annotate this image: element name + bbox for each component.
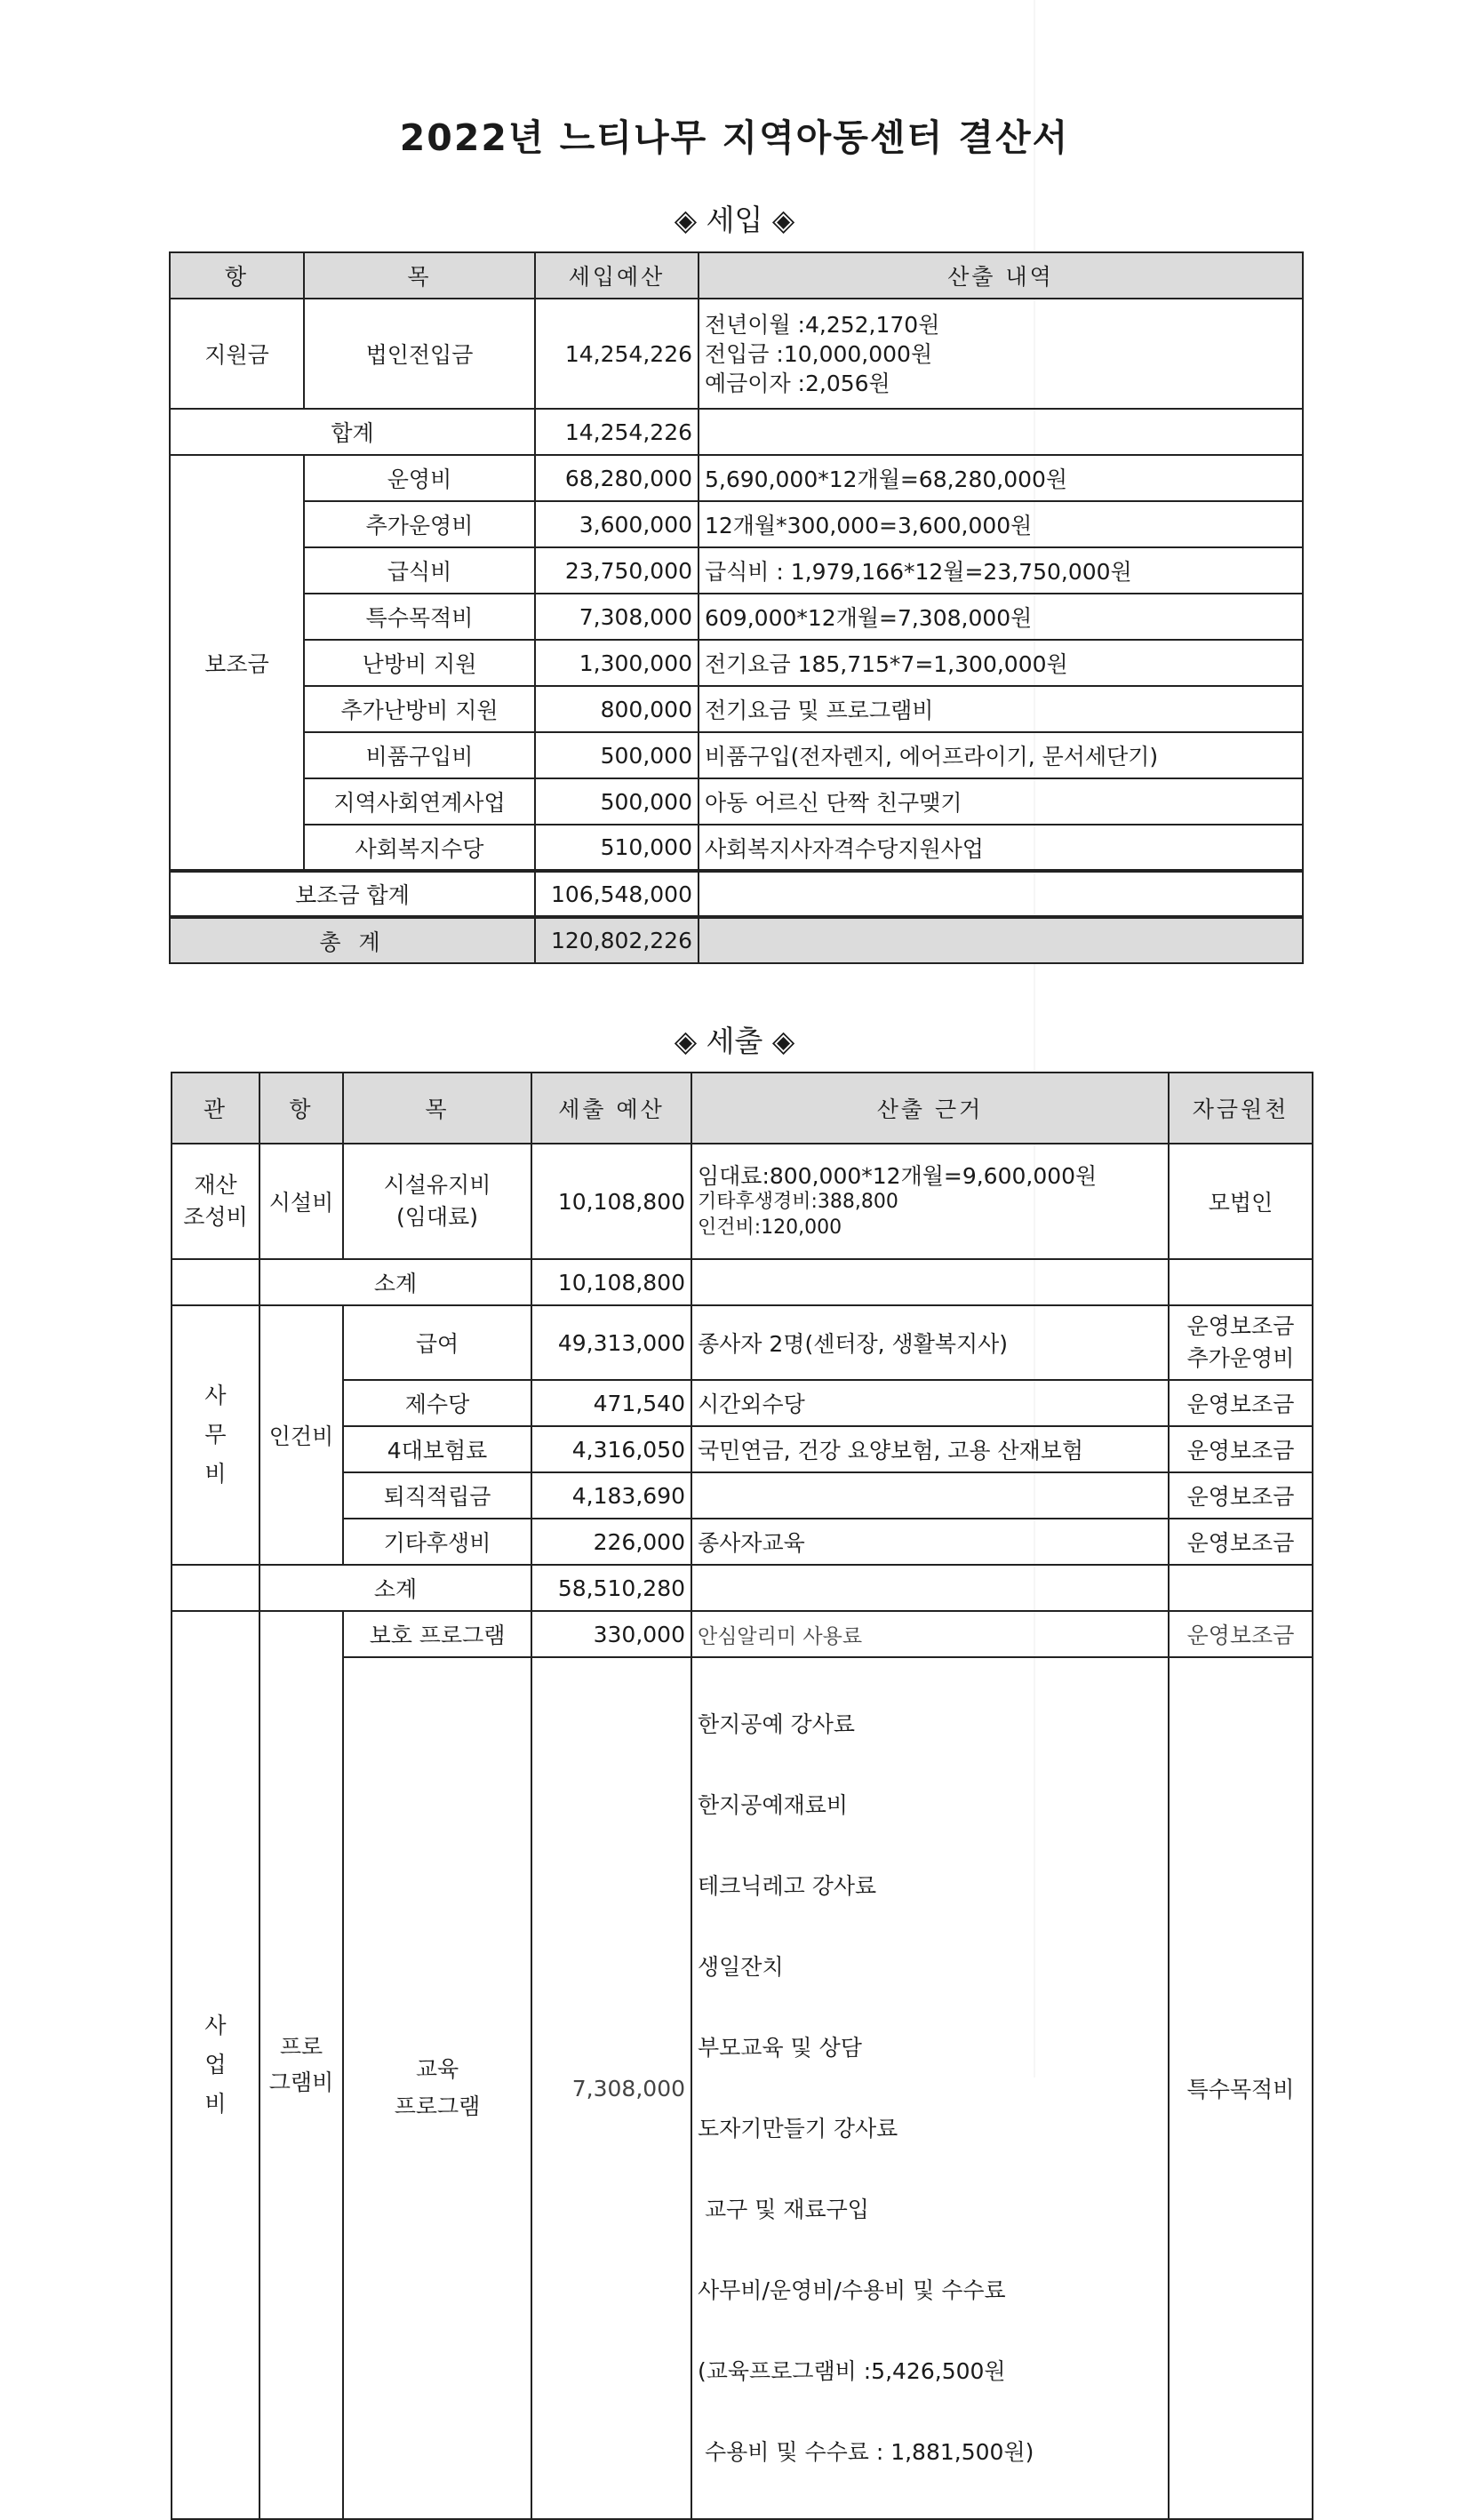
basis-line: 부모교육 및 상담 xyxy=(698,2035,862,2061)
subsidy-mok: 난방비 지원 xyxy=(304,640,535,686)
office-subtotal-label: 소계 xyxy=(259,1565,531,1611)
basis-line: 생일잔치 xyxy=(698,1954,784,1980)
office-gwan: 사 무 비 xyxy=(172,1305,259,1565)
income-table xyxy=(169,251,1304,964)
office-row xyxy=(172,1426,1313,1472)
property-subtotal-amount: 10,108,800 xyxy=(531,1259,691,1305)
basis-line: 교구 및 재료구입 xyxy=(698,2197,869,2222)
subsidy-hang: 보조금 xyxy=(170,455,304,871)
basis-line: 도자기만들기 강사료 xyxy=(698,2116,898,2141)
office-row xyxy=(172,1380,1313,1426)
subsidy-row xyxy=(170,547,1303,594)
basis-line: (교육프로그램비 :5,426,500원 xyxy=(698,2358,1006,2384)
grand-total-amount: 120,802,226 xyxy=(535,917,699,963)
office-row xyxy=(172,1519,1313,1565)
property-mok: 시설유지비 (임대료) xyxy=(343,1144,531,1259)
property-subtotal-row xyxy=(172,1259,1313,1305)
expense-header-row xyxy=(172,1073,1313,1144)
support-total-label: 합계 xyxy=(170,409,535,455)
office-source: 운영보조금 추가운영비 xyxy=(1169,1305,1313,1380)
header-hang: 항 xyxy=(170,252,304,299)
edu-source: 특수목적비 xyxy=(1169,1657,1313,2519)
header-budget: 세출 예산 xyxy=(531,1073,691,1144)
office-source: 운영보조금 xyxy=(1169,1472,1313,1519)
office-subtotal-amount: 58,510,280 xyxy=(531,1565,691,1611)
subsidy-mok: 추가운영비 xyxy=(304,501,535,547)
basis-line: 한지공예 강사료 xyxy=(698,1711,855,1737)
business-hang: 프로 그램비 xyxy=(259,1611,343,2519)
subsidy-amount: 500,000 xyxy=(535,732,699,778)
detail-line: 예금이자 :2,056원 xyxy=(705,370,890,396)
header-mok: 목 xyxy=(343,1073,531,1144)
property-gwan: 재산 조성비 xyxy=(172,1144,259,1259)
subsidy-amount: 23,750,000 xyxy=(535,547,699,594)
header-gwan: 관 xyxy=(172,1073,259,1144)
subsidy-mok: 사회복지수당 xyxy=(304,825,535,871)
subsidy-detail: 5,690,000*12개월=68,280,000원 xyxy=(699,455,1303,501)
basis-line: 한지공예재료비 xyxy=(698,1792,849,1818)
office-mok: 퇴직적립금 xyxy=(343,1472,531,1519)
office-mok: 제수당 xyxy=(343,1380,531,1426)
office-basis: 시간외수당 xyxy=(691,1380,1169,1426)
subsidy-amount: 500,000 xyxy=(535,778,699,825)
subsidy-row xyxy=(170,778,1303,825)
subsidy-row xyxy=(170,455,1303,501)
subsidy-row xyxy=(170,501,1303,547)
header-mok: 목 xyxy=(304,252,535,299)
office-amount: 471,540 xyxy=(531,1380,691,1426)
property-basis xyxy=(691,1144,1169,1259)
office-row xyxy=(172,1472,1313,1519)
office-basis: 종사자 2명(센터장, 생활복지사) xyxy=(691,1305,1169,1380)
basis-line: 기타후생경비:388,800 xyxy=(698,1190,898,1213)
office-source: 운영보조금 xyxy=(1169,1380,1313,1426)
grand-total-label: 총 계 xyxy=(170,917,535,963)
subsidy-mok: 급식비 xyxy=(304,547,535,594)
subsidy-amount: 68,280,000 xyxy=(535,455,699,501)
subsidy-mok: 추가난방비 지원 xyxy=(304,686,535,732)
office-row xyxy=(172,1305,1313,1380)
subsidy-detail: 609,000*12개월=7,308,000원 xyxy=(699,594,1303,640)
business-row xyxy=(172,1611,1313,1657)
office-mok: 4대보험료 xyxy=(343,1426,531,1472)
subsidy-amount: 800,000 xyxy=(535,686,699,732)
office-amount: 4,183,690 xyxy=(531,1472,691,1519)
subsidy-row xyxy=(170,640,1303,686)
office-source: 운영보조금 xyxy=(1169,1519,1313,1565)
subsidy-detail: 전기요금 및 프로그램비 xyxy=(699,686,1303,732)
office-mok: 급여 xyxy=(343,1305,531,1380)
business-gwan: 사 업 비 xyxy=(172,1611,259,2519)
support-hang: 지원금 xyxy=(170,299,304,409)
support-total-row xyxy=(170,409,1303,455)
grand-total-row xyxy=(170,917,1303,963)
basis-line: 인건비:120,000 xyxy=(698,1216,842,1239)
subsidy-detail: 전기요금 185,715*7=1,300,000원 xyxy=(699,640,1303,686)
subsidy-row xyxy=(170,594,1303,640)
office-amount: 49,313,000 xyxy=(531,1305,691,1380)
detail-line: 전년이월 :4,252,170원 xyxy=(705,311,940,338)
income-support-row xyxy=(170,299,1303,409)
basis-line: 사무비/운영비/수용비 및 수수료 xyxy=(698,2277,1006,2303)
support-total-amount: 14,254,226 xyxy=(535,409,699,455)
protect-basis: 안심알리미 사용료 xyxy=(691,1611,1169,1657)
expense-heading: ◈ 세출 ◈ xyxy=(674,1024,795,1058)
property-hang: 시설비 xyxy=(259,1144,343,1259)
office-subtotal-row xyxy=(172,1565,1313,1611)
edu-amount: 7,308,000 xyxy=(531,1657,691,2519)
subsidy-amount: 7,308,000 xyxy=(535,594,699,640)
header-basis: 산출 근거 xyxy=(691,1073,1169,1144)
subsidy-row xyxy=(170,686,1303,732)
office-hang: 인건비 xyxy=(259,1305,343,1565)
subsidy-detail: 급식비 : 1,979,166*12월=23,750,000원 xyxy=(699,547,1303,594)
basis-line: 수용비 및 수수료 : 1,881,500원) xyxy=(698,2439,1034,2465)
subsidy-amount: 3,600,000 xyxy=(535,501,699,547)
subsidy-row xyxy=(170,825,1303,871)
document-title: 2022년 느티나무 지역아동센터 결산서 xyxy=(399,116,1070,159)
support-amount: 14,254,226 xyxy=(535,299,699,409)
support-details xyxy=(699,299,1303,409)
property-row xyxy=(172,1144,1313,1259)
header-hang: 항 xyxy=(259,1073,343,1144)
income-heading: ◈ 세입 ◈ xyxy=(674,203,795,237)
header-detail: 산출 내역 xyxy=(699,252,1303,299)
office-amount: 4,316,050 xyxy=(531,1426,691,1472)
property-subtotal-label: 소계 xyxy=(259,1259,531,1305)
subsidy-mok: 비품구입비 xyxy=(304,732,535,778)
subsidy-mok: 지역사회연계사업 xyxy=(304,778,535,825)
support-mok: 법인전입금 xyxy=(304,299,535,409)
subsidy-detail: 아동 어르신 단짝 친구맺기 xyxy=(699,778,1303,825)
subsidy-mok: 운영비 xyxy=(304,455,535,501)
protect-source: 운영보조금 xyxy=(1169,1611,1313,1657)
header-budget: 세입예산 xyxy=(535,252,699,299)
business-row xyxy=(172,1657,1313,2519)
income-header-row xyxy=(170,252,1303,299)
property-amount: 10,108,800 xyxy=(531,1144,691,1259)
subsidy-detail: 비품구입(전자렌지, 에어프라이기, 문서세단기) xyxy=(699,732,1303,778)
subsidy-detail: 사회복지사자격수당지원사업 xyxy=(699,825,1303,871)
basis-line: 임대료:800,000*12개월=9,600,000원 xyxy=(698,1162,1098,1189)
property-source: 모법인 xyxy=(1169,1144,1313,1259)
office-basis: 국민연금, 건강 요양보험, 고용 산재보험 xyxy=(691,1426,1169,1472)
office-amount: 226,000 xyxy=(531,1519,691,1565)
office-source: 운영보조금 xyxy=(1169,1426,1313,1472)
office-basis: 종사자교육 xyxy=(691,1519,1169,1565)
header-source: 자금원천 xyxy=(1169,1073,1313,1144)
subsidy-row xyxy=(170,732,1303,778)
subsidy-detail: 12개월*300,000=3,600,000원 xyxy=(699,501,1303,547)
subsidy-amount: 510,000 xyxy=(535,825,699,871)
subsidy-total-row xyxy=(170,871,1303,917)
edu-mok: 교육 프로그램 xyxy=(343,1657,531,2519)
protect-amount: 330,000 xyxy=(531,1611,691,1657)
subsidy-mok: 특수목적비 xyxy=(304,594,535,640)
subsidy-total-amount: 106,548,000 xyxy=(535,871,699,917)
detail-line: 전입금 :10,000,000원 xyxy=(705,340,933,367)
edu-basis xyxy=(691,1657,1169,2519)
subsidy-amount: 1,300,000 xyxy=(535,640,699,686)
expense-table xyxy=(171,1072,1313,2520)
protect-mok: 보호 프로그램 xyxy=(343,1611,531,1657)
basis-line: 테크닉레고 강사료 xyxy=(698,1873,877,1899)
office-basis xyxy=(691,1472,1169,1519)
office-mok: 기타후생비 xyxy=(343,1519,531,1565)
subsidy-total-label: 보조금 합계 xyxy=(170,871,535,917)
